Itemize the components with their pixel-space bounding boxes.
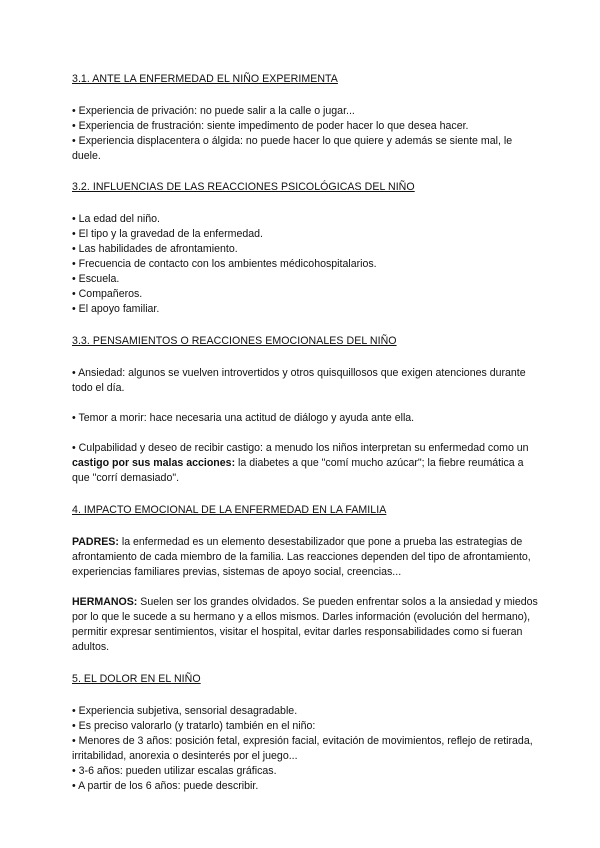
section-3-2 bbox=[72, 180, 540, 317]
siblings-label: HERMANOS: bbox=[72, 596, 138, 608]
list-item: • A partir de los 6 años: puede describir. bbox=[72, 780, 259, 792]
list-item: • 3-6 años: pueden utilizar escalas gráficas. bbox=[72, 765, 277, 777]
section-5 bbox=[72, 672, 540, 794]
anxiety-paragraph: • Ansiedad: algunos se vuelven introvertidos y otros quisquillosos que exigen atenciones durante todo el día. bbox=[72, 367, 526, 394]
siblings-text: Suelen ser los grandes olvidados. Se pueden enfrentar solos a la ansiedad y miedos por lo que le sucede a su hermano y a ellos mismos. Darles información (evolución del hermano), permitir expresar sentimientos, visitar el hospital, evitar darles responsabilidades como si fueran adultos. bbox=[72, 596, 538, 653]
list-item: • Experiencia de privación: no puede salir a la calle o jugar... bbox=[72, 105, 355, 117]
list-item: • Experiencia displacentera o álgida: no puede hacer lo que quiere y además se siente mal, le duele. bbox=[72, 135, 513, 162]
guilt-paragraph bbox=[72, 441, 540, 486]
list-item: • Las habilidades de afrontamiento. bbox=[72, 243, 238, 255]
parents-paragraph bbox=[72, 535, 540, 580]
guilt-text-start: • Culpabilidad y deseo de recibir castigo: a menudo los niños interpretan su enfermedad como un bbox=[72, 442, 529, 454]
section-3-3 bbox=[72, 334, 540, 486]
section-heading: 3.1. ANTE LA ENFERMEDAD EL NIÑO EXPERIMENTA bbox=[72, 73, 338, 85]
section-heading: 3.3. PENSAMIENTOS O REACCIONES EMOCIONALES DEL NIÑO bbox=[72, 335, 397, 347]
bullet-list bbox=[72, 212, 540, 317]
list-item: • Menores de 3 años: posición fetal, expresión facial, evitación de movimientos, reflejo de retirada, irritabilidad, anorexia o desinterés por el juego... bbox=[72, 735, 533, 762]
list-item: • La edad del niño. bbox=[72, 213, 160, 225]
section-3-1 bbox=[72, 72, 540, 164]
fear-paragraph: • Temor a morir: hace necesaria una actitud de diálogo y ayuda ante ella. bbox=[72, 412, 415, 424]
list-item: • Experiencia de frustración: siente impedimento de poder hacer lo que desea hacer. bbox=[72, 120, 469, 132]
parents-label: PADRES: bbox=[72, 536, 119, 548]
bullet-list bbox=[72, 104, 540, 164]
section-heading: 3.2. INFLUENCIAS DE LAS REACCIONES PSICOLÓGICAS DEL NIÑO bbox=[72, 181, 415, 193]
parents-text: la enfermedad es un elemento desestabilizador que pone a prueba las estrategias de afrontamiento de cada miembro de la familia. Las reacciones dependen del tipo de afrontamiento, experiencias familiares previas, sistemas de apoyo social, creencias... bbox=[72, 536, 531, 578]
section-heading: 5. EL DOLOR EN EL NIÑO bbox=[72, 673, 201, 685]
list-item: • El tipo y la gravedad de la enfermedad. bbox=[72, 228, 263, 240]
list-item: • Escuela. bbox=[72, 273, 120, 285]
list-item: • Es preciso valorarlo (y tratarlo) también en el niño: bbox=[72, 720, 316, 732]
guilt-emphasis: castigo por sus malas acciones: bbox=[72, 457, 236, 469]
list-item: • El apoyo familiar. bbox=[72, 303, 160, 315]
section-4 bbox=[72, 503, 540, 655]
list-item: • Compañeros. bbox=[72, 288, 143, 300]
guilt-text-end: la diabetes a que "comí mucho azúcar"; la fiebre reumática a que "corrí demasiado". bbox=[72, 457, 524, 484]
bullet-list bbox=[72, 704, 540, 794]
list-item: • Experiencia subjetiva, sensorial desagradable. bbox=[72, 705, 298, 717]
list-item: • Frecuencia de contacto con los ambientes médicohospitalarios. bbox=[72, 258, 377, 270]
siblings-paragraph bbox=[72, 595, 540, 655]
section-heading: 4. IMPACTO EMOCIONAL DE LA ENFERMEDAD EN LA FAMILIA bbox=[72, 504, 387, 516]
